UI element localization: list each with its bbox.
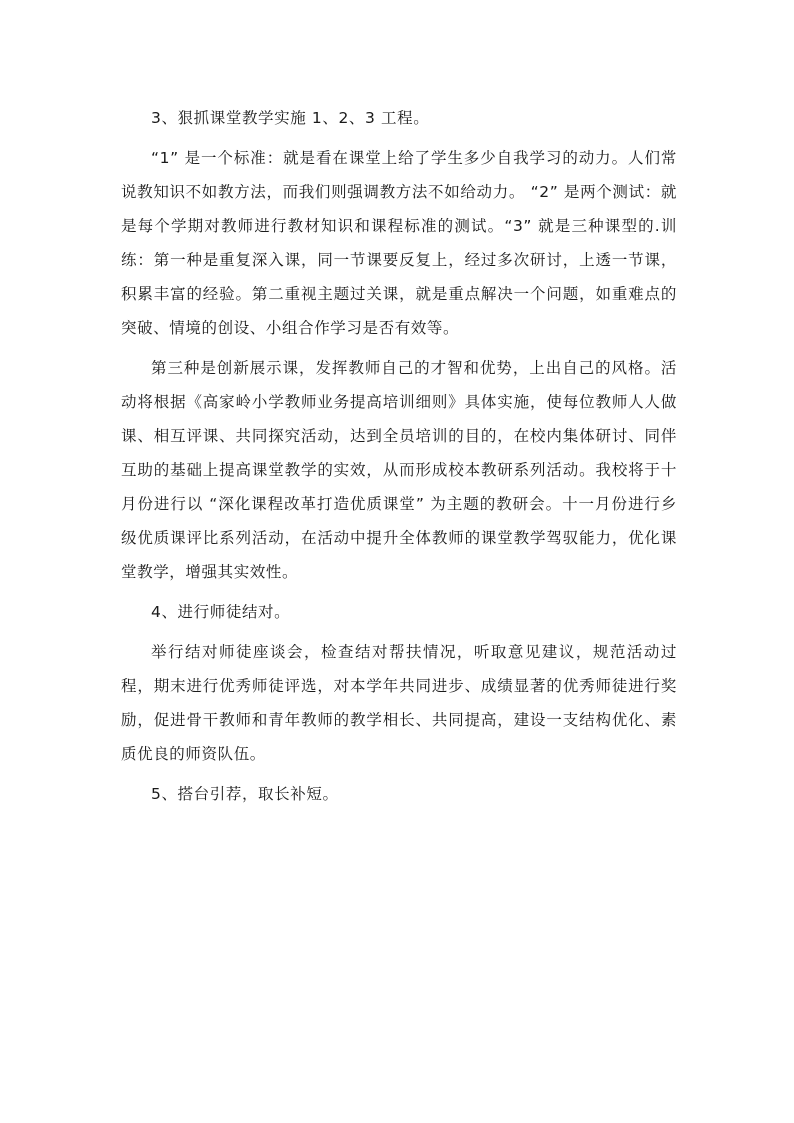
body-paragraph: 举行结对师徒座谈会，检查结对帮扶情况，听取意见建议，规范活动过程，期末进行优秀师徒评选，对本学年共同进步、成绩显著的优秀师徒进行奖励，促进骨干教师和青年教师的教学相长、共同提高，建设一支结构优化、素质优良的师资队伍。 [121,643,677,763]
heading-item-5: 5、搭台引荐，取长补短。 [151,785,339,803]
document-body [121,101,677,817]
body-paragraph: “1” 是一个标准：就是看在课堂上给了学生多少自我学习的动力。人们常说教知识不如教方法，而我们则强调教方法不如给动力。 “2” 是两个测试：就是每个学期对教师进行教材知识和课程标准的测试。“3” 就是三种课型的.训练：第一种是重复深入课，同一节课要反复上，经过多次研讨，上透一节课，积累丰富的经验。第二重视主题过关课，就是重点解决一个问题，如重难点的突破、情境的创设、小组合作学习是否有效等。 [121,149,677,337]
heading-item-3: 3、狠抓课堂教学实施 1、2、3 工程。 [151,109,430,127]
heading-item-4: 4、进行师徒结对。 [151,603,291,621]
body-paragraph: 第三种是创新展示课，发挥教师自己的才智和优势，上出自己的风格。活动将根据《高家岭小学教师业务提高培训细则》具体实施，使每位教师人人做课、相互评课、共同探究活动，达到全员培训的目的，在校内集体研讨、同伴互助的基础上提高课堂教学的实效，从而形成校本教研系列活动。我校将于十月份进行以 “深化课程改革打造优质课堂” 为主题的教研会。十一月份进行乡级优质课评比系列活动，在活动中提升全体教师的课堂教学驾驭能力，优化课堂教学，增强其实效性。 [121,359,677,581]
